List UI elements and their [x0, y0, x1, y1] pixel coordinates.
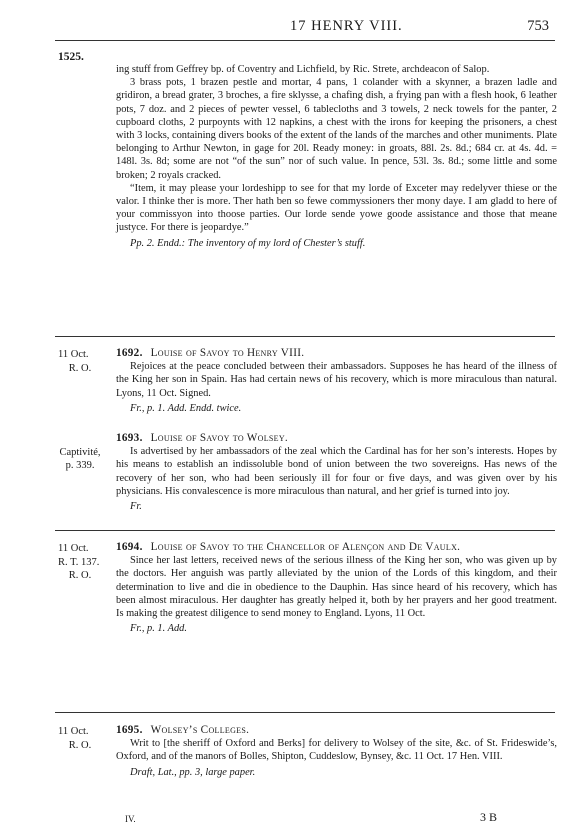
entry-note: Fr.	[130, 501, 142, 513]
entry-note: Draft, Lat., pp. 3, large paper.	[130, 766, 256, 778]
entry-heading	[116, 724, 557, 737]
entry-separator	[55, 530, 555, 531]
entry-number: 1692.	[116, 347, 143, 359]
entry-note: Fr., p. 1. Add.	[130, 623, 187, 635]
paragraph: ing stuff from Geffrey bp. of Coventry and Lichfield, by Ric. Strete, archdeacon of Salop.	[116, 64, 490, 75]
header-rule	[55, 40, 555, 41]
signature-volume: IV.	[125, 814, 136, 824]
entry-heading	[116, 347, 557, 360]
entry-body: Writ to [the sheriff of Oxford and Berks] for delivery to Wolsey of the site, &c. of St. Frideswide’s, Oxford, and of the manors of Bolles, Shipton, Cuddeslow, Bynsey, &c. 11 Oct. 17 Hen. VIII.	[116, 738, 557, 763]
paragraph: “Item, it may please your lordeshipp to see for that my lorde of Exceter may redelyver thiese or the valor. I thinke ther is more. Ther hath ben so fewe commyssioners ther mony daye. I am gladd to here of your commissyon into thoose parties. Our lorde sende yowe goode assistance and those that meane justyce. For there is jeopardye.”	[116, 182, 557, 234]
entry-heading	[116, 541, 557, 554]
entry-continuation	[116, 63, 557, 250]
entry-title: Louise of Savoy to Wolsey.	[150, 432, 289, 444]
calendar-entry	[116, 432, 557, 513]
entry-date: 11 Oct.	[58, 349, 89, 360]
page-number: 753	[527, 18, 549, 34]
entry-heading	[116, 432, 557, 445]
entry-number: 1693.	[116, 432, 143, 444]
entry-reference: Captivité, p. 339.	[59, 447, 101, 471]
entry-number: 1695.	[116, 724, 143, 736]
entry-note: Pp. 2. Endd.: The inventory of my lord of Chester’s stuff.	[130, 237, 366, 249]
entry-source-2: R. O.	[68, 570, 92, 581]
entry-separator	[55, 336, 555, 337]
calendar-entry	[116, 724, 557, 779]
entry-body: Is advertised by her ambassadors of the zeal which the Cardinal has for her son’s interests. Hopes by his means to establish an indissoluble bond of union between the two sovereigns. Has news of the recovery of her son, who had been seriously ill for four or five days, and was given over by his physicians. His convalescence is more miraculous than natural, and her grief is turned into joy.	[116, 446, 557, 497]
paragraph: 3 brass pots, 1 brazen pestle and mortar, 4 pans, 1 colander with a skynner, a brazen ladle and gridiron, a bread grater, 3 broches, a fire sklysse, a chafing dish, a frying pan with a flesh hook, 6 leather pots, 7 doz. and 2 pieces of pewter vessel, 6 tablecloths and 3 towels, 2 neck towels for the panter, 2 cupboard cloths, 2 purpoynts with 12 napkins, a chest with the irons for keeping the prisoners, a chest with 3 locks, containing divers books of the extent of the lands of the marches and other muniments. Plate belonging to Arthur Newton, in gage for 20l. Ready money: in groats, 88l. 2s. 8d.; 684 cr. at 4s. 4d. = 148l. 3s. 8d; some are not “of the sun” nor of such value. In pence, 53l. 3s. 8d.; some little and some broken; 2 royals cracked.	[116, 77, 557, 181]
calendar-entry	[116, 347, 557, 415]
entry-body: Since her last letters, received news of the serious illness of the King her son, who was given up by the doctors. Her anguish was partly alleviated by the union of the Lords of this kingdom, and their determination to live and die in obedience to the Dauphin. Has since heard of his recovery, which has been almost miraculous. Her daughter has greatly helped it, both by her prayers and her good treatment. Is making the greatest diligence to send money to England. Lyons, 11 Oct.	[116, 555, 557, 620]
signature-mark: 3 B	[480, 810, 498, 824]
entry-note: Fr., p. 1. Add. Endd. twice.	[130, 402, 242, 414]
entry-title: Louise of Savoy to Henry VIII.	[150, 347, 305, 359]
entry-number: 1694.	[116, 541, 143, 553]
year-marker: 1525.	[58, 51, 84, 63]
entry-source: R. O.	[68, 740, 92, 751]
entry-title: Louise of Savoy to the Chancellor of Alençon and De Vaulx.	[150, 541, 461, 553]
entry-source: R. T. 137.	[58, 557, 100, 568]
running-title: 17 HENRY VIII.	[290, 18, 403, 34]
calendar-entry	[116, 541, 557, 635]
entry-source: R. O.	[68, 363, 92, 374]
entry-date: 11 Oct.	[58, 726, 89, 737]
entry-body	[116, 63, 557, 235]
entry-date: 11 Oct.	[58, 543, 89, 554]
entry-body: Rejoices at the peace concluded between their ambassadors. Supposes he has heard of the illness of the King her son in Spain. Has had certain news of his recovery, which is more miraculous than natural. Lyons, 11 Oct. Signed.	[116, 361, 557, 399]
running-head	[0, 18, 567, 40]
entry-title: Wolsey’s Colleges.	[150, 724, 250, 736]
entry-separator	[55, 712, 555, 713]
